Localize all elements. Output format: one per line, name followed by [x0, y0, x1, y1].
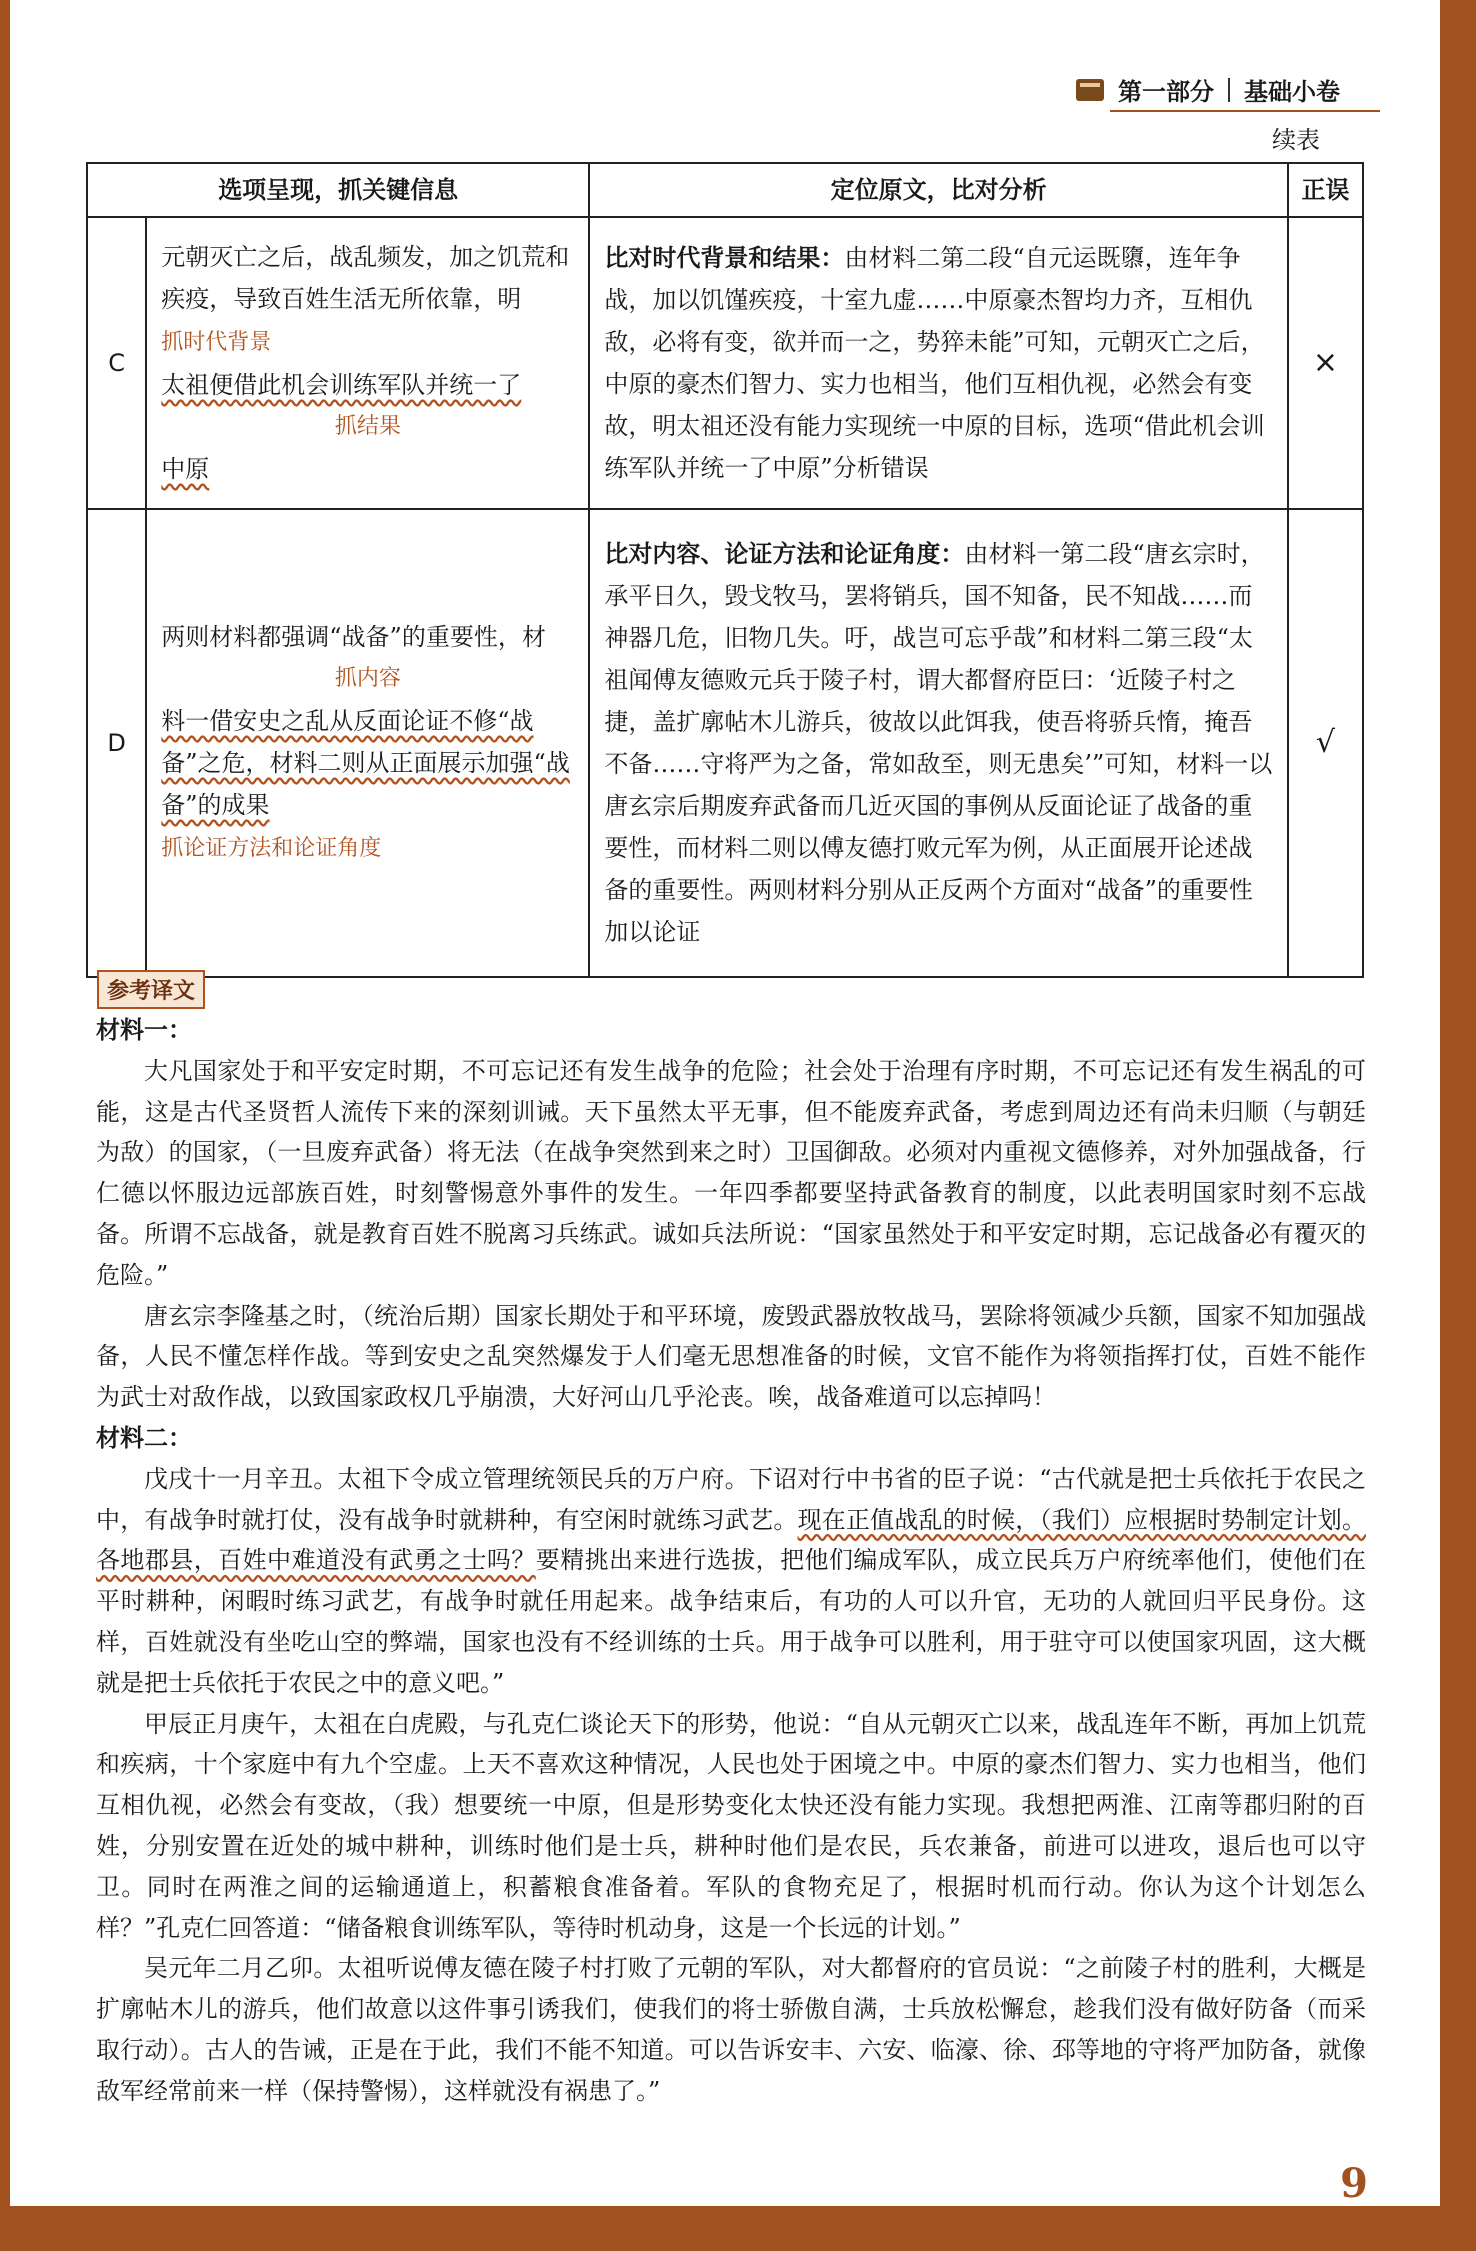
- paragraph: [96, 1459, 1366, 1704]
- analysis-table: [86, 162, 1364, 978]
- option-line: 中原: [161, 455, 210, 483]
- result-mark: ×: [1288, 217, 1363, 509]
- table-header-row: [87, 163, 1363, 217]
- hint-label: 抓时代背景: [161, 330, 272, 355]
- page-header: [1076, 72, 1340, 107]
- analysis-text: [589, 217, 1288, 509]
- option-line: 两则材料都强调“战备”的重要性，材: [161, 623, 546, 651]
- paragraph: 吴元年二月乙卯。太祖听说傅友德在陵子村打败了元朝的军队，对大都督府的官员说：“之前陵子村的胜利，大概是扩廓帖木儿的游兵，他们故意以这件事引诱我们，使我们的将士骄傲自满，士兵放松懈怠，趁我们没有做好防备（而采取行动）。古人的告诫，正是在于此，我们不能不知道。可以告诉安丰、六安、临濠、徐、邳等地的守将严加防备，就像敌军经常前来一样（保持警惕），这样就没有祸患了。”: [96, 1954, 1367, 2105]
- continued-label: 续表: [1272, 126, 1320, 154]
- analysis-label: 比对内容、论证方法和论证角度：: [604, 540, 965, 568]
- book-icon: [1076, 79, 1104, 101]
- hint-label: 抓结果: [334, 414, 401, 439]
- paragraph: 大凡国家处于和平安定时期，不可忘记还有发生战争的危险；社会处于治理有序时期，不可忘记还有发生祸乱的可能，这是古代圣贤哲人流传下来的深刻训诫。天下虽然太平无事，但不能废弃武备，考虑到周边还有尚未归顺（与朝廷为敌）的国家，（一旦废弃武备）将无法（在战争突然到来之时）卫国御敌。必须对内重视文德修养，对外加强战备，行仁德以怀服边远部族百姓，时刻警惕意外事件的发生。一年四季都要坚持武备教育的制度，以此表明国家时刻不忘战备。所谓不忘战备，就是教育百姓不脱离习兵练武。诚如兵法所说：“国家虽然处于和平安定时期，忘记战备必有覆灭的危险。”: [96, 1056, 1366, 1289]
- header-result: 正误: [1288, 163, 1363, 217]
- translation-body: [96, 1010, 1366, 2112]
- section-title: 基础小卷: [1244, 78, 1340, 106]
- hint-label: 抓论证方法和论证角度: [161, 836, 382, 861]
- underlined-text: 现在正值战乱的时候，（我们）应根据时势制定计划。各地郡县，百姓中难道没有武勇之士吗？: [96, 1505, 1366, 1575]
- option-letter: C: [87, 217, 146, 509]
- analysis-body: 由材料二第二段“自元运既隳，连年争战，加以饥馑疾疫，十室九虚……中原豪杰智均力齐，互相仇敌，必将有变，欲并而一之，势猝未能”可知，元朝灭亡之后，中原的豪杰们智力、实力也相当，他们互相仇视，必然会有变故，明太祖还没有能力实现统一中原的目标，选项“借此机会训练军队并统一了中原”分析错误: [604, 244, 1265, 482]
- table-row: [87, 217, 1363, 509]
- paragraph: 唐玄宗李隆基之时，（统治后期）国家长期处于和平环境，废毁武器放牧战马，罢除将领减少兵额，国家不知加强战备，人民不懂怎样作战。等到安史之乱突然爆发于人们毫无思想准备的时候，文官不能作为将领指挥打仗，百姓不能作为武士对敌作战，以致国家政权几乎崩溃，大好河山几乎沦丧。唉，战备难道可以忘掉吗！: [96, 1301, 1366, 1412]
- result-mark: √: [1288, 509, 1363, 977]
- option-line: 料一借安史之乱从反面论证不修“战备”之危，材料二则从正面展示加强“战备”的成果: [161, 707, 570, 819]
- option-text: [146, 509, 589, 977]
- translation-tag: 参考译文: [97, 970, 205, 1009]
- analysis-text: [589, 509, 1288, 977]
- header-rule: [1110, 110, 1380, 112]
- option-letter: D: [87, 509, 146, 977]
- option-line: 元朝灭亡之后，战乱频发，加之饥荒和疾疫，导致百姓生活无所依靠，明: [161, 243, 570, 313]
- material-title: 材料二：: [96, 1423, 192, 1452]
- section-label: 第一部分: [1118, 78, 1214, 106]
- header-analysis: 定位原文，比对分析: [589, 163, 1288, 217]
- material-title: 材料一：: [96, 1016, 192, 1044]
- analysis-body: 由材料一第二段“唐玄宗时，承平日久，毁戈牧马，罢将销兵，国不知备，民不知战……而神器几危，旧物几失。吁，战岂可忘乎哉”和材料二第三段“太祖闻傅友德败元兵于陵子村，谓大都督府臣曰：‘近陵子村之捷，盖扩廓帖木儿游兵，彼故以此饵我，使吾将骄兵惰，掩吾不备……守将严为之备，常如敌至，则无患矣’”可知，材料一以唐玄宗后期废弃武备而几近灭国的事例从反面论证了战备的重要性，而材料二则以傅友德打败元军为例，从正面展开论述战备的重要性。两则材料分别从正反两个方面对“战备”的重要性加以论证: [604, 540, 1273, 946]
- text-run: 要精挑出来进行选拔，把他们编成军队，成立民兵万户府统率他们，使他们在平时耕种，闲暇时练习武艺，有战争时就任用起来。战争结束后，有功的人可以升官，无功的人就回归平民身份。这样，百姓就没有坐吃山空的弊端，国家也没有不经训练的士兵。用于战争可以胜利，用于驻守可以使国家巩固，这大概就是把士兵依托于农民之中的意义吧。”: [96, 1546, 1366, 1697]
- header-options: 选项呈现，抓关键信息: [87, 163, 589, 217]
- table-row: [87, 509, 1363, 977]
- option-line: 太祖便借此机会训练军队并统一了: [161, 371, 522, 399]
- paragraph: 甲辰正月庚午，太祖在白虎殿，与孔克仁谈论天下的形势，他说：“自从元朝灭亡以来，战乱连年不断，再加上饥荒和疾病，十个家庭中有九个空虚。上天不喜欢这种情况，人民也处于困境之中。中原的豪杰们智力、实力也相当，他们互相仇视，必然会有变故，（我）想要统一中原，但是形势变化太快还没有能力实现。我想把两淮、江南等郡归附的百姓，分别安置在近处的城中耕种，训练时他们是士兵，耕种时他们是农民，兵农兼备，前进可以进攻，退后也可以守卫。同时在两淮之间的运输通道上，积蓄粮食准备着。军队的食物充足了，根据时机而行动。你认为这个计划怎么样？”孔克仁回答道：“储备粮食训练军队，等待时机动身，这是一个长远的计划。”: [96, 1709, 1366, 1942]
- header-divider: [1228, 78, 1230, 102]
- option-text: [146, 217, 589, 509]
- page-number: 9: [1340, 2160, 1368, 2207]
- analysis-label: 比对时代背景和结果：: [604, 244, 845, 272]
- text-run: 戊戌十一月辛丑。太祖下令成立管理统领民兵的万户府。下诏对行中书省的臣子说：“古代就是把士兵依托于农民之中，有战争时就打仗，没有战争时就耕种，有空闲时就练习武艺。: [96, 1464, 1366, 1534]
- hint-label: 抓内容: [334, 666, 401, 691]
